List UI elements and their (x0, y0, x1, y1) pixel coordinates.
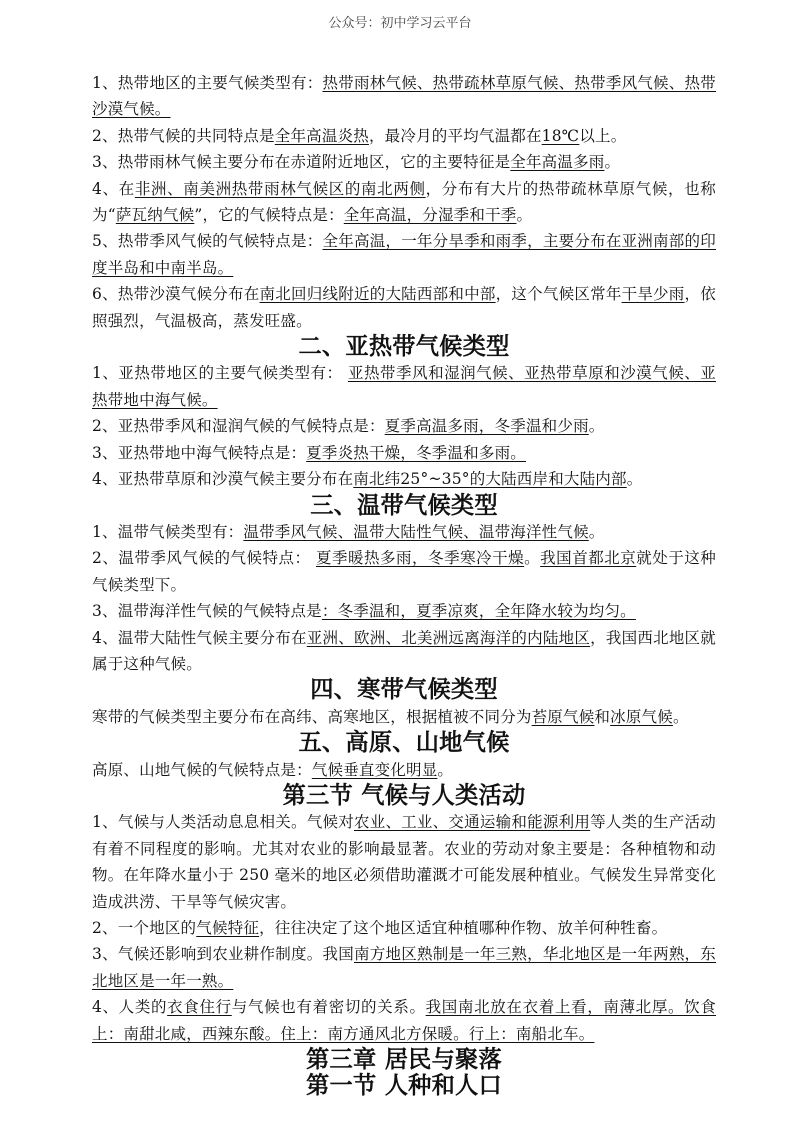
underlined-key-point: 热带雨林气候、热带疏林草原气候、热带季风气候、热带沙漠气候。 (92, 74, 716, 119)
text-segment: 。 (516, 206, 533, 225)
temperate-item-1 (92, 519, 716, 545)
text-segment: 1、热带地区的主要气候类型有： (92, 74, 323, 92)
text-segment: 2、热带气候的共同特点是 (92, 126, 275, 145)
underlined-key-point: 南北纬25°~35°的大陆西岸和大陆内部 (353, 470, 627, 489)
highland-text (92, 757, 716, 783)
text-segment: 1、亚热带地区的主要气候类型有： (92, 364, 349, 383)
text-segment: ”，它的气候特点是： (194, 206, 344, 225)
text-segment: 寒带的气候类型主要分布在高纬、高寒地区，根据植被不同分为 (92, 707, 532, 726)
underlined-key-point: 亚洲、欧洲、北美洲远离海洋的内陆地区 (306, 628, 591, 647)
text-segment: ，往往决定了这个地区适宜种植哪种作物、放羊何种牲畜。 (259, 919, 668, 937)
underlined-key-point: 全年高温，分湿季和干季 (343, 206, 517, 225)
text-segment: 4、人类的 (92, 998, 168, 1017)
text-segment: 就处于这种气候类型下。 (92, 549, 716, 594)
text-segment: 4、亚热带草原和沙漠气候主要分布在 (92, 470, 354, 489)
text-segment: 4、在 (92, 179, 135, 198)
text-segment: 五、高原、山地气候 (298, 729, 510, 757)
underlined-key-point: 气候垂直变化明显 (311, 760, 438, 779)
heading-temperate (92, 493, 716, 519)
text-segment: 高原、山地气候的气候特点是： (92, 760, 312, 779)
underlined-key-point: 农业、工业、交通运输和能源利用 (353, 813, 591, 832)
text-segment: 6、热带沙漠气候分布在 (92, 285, 260, 304)
underlined-key-point: 全年高温多雨 (510, 153, 605, 172)
subtropical-item-3 (92, 440, 716, 466)
underlined-key-point: 我国南北放在衣着上看，南薄北厚。饮食上：南甜北咸，西辣东酸。住上：南方通风北方保暖。行上：南船北车。 (92, 998, 716, 1043)
subtropical-item-4 (92, 466, 716, 492)
text-segment: ，我国西北地区就属于这种气候。 (92, 628, 716, 673)
activity-item-2 (92, 915, 716, 941)
underlined-key-point: 温带季风气候、温带大陆性气候、温带海洋性气候 (243, 522, 589, 541)
text-segment: 第三章 居民与聚落 (306, 1046, 502, 1074)
text-segment: 。 (626, 470, 643, 489)
underlined-key-point: 亚热带季风和湿润气候、亚热带草原和沙漠气候、亚热带地中海气候。 (92, 364, 716, 409)
underlined-key-point: 干旱少雨 (621, 285, 685, 304)
heading-section-1 (92, 1073, 716, 1099)
text-segment: 。 (437, 760, 454, 779)
underlined-key-point: 18℃ (541, 126, 580, 145)
activity-item-1 (92, 809, 716, 915)
text-segment: 1、温带气候类型有： (92, 522, 244, 541)
document-body (92, 70, 716, 1100)
text-segment: 2、温带季风气候的气候特点： (92, 549, 316, 568)
text-segment: 3、亚热带地中海气候特点是： (92, 443, 307, 462)
text-segment: 。 (672, 707, 689, 726)
text-segment: 。 (524, 549, 541, 568)
text-segment: 。 (588, 522, 605, 541)
underlined-key-point: 全年高温炎热 (274, 126, 369, 145)
underlined-key-point: 苔原气候 (531, 707, 595, 726)
text-segment: 。 (604, 153, 621, 172)
temperate-item-3 (92, 598, 716, 624)
underlined-key-point: 全年高温，一年分旱季和雨季，主要分布在亚洲南部的印度半岛和中南半岛。 (92, 232, 716, 277)
tropical-item-6 (92, 281, 716, 334)
underlined-key-point: 南北回归线附近的大陆西部和中部 (259, 285, 496, 304)
heading-section-3 (92, 783, 716, 809)
heading-frigid (92, 677, 716, 703)
underlined-key-point: 萨瓦纳气候 (115, 206, 195, 225)
frigid-text (92, 704, 716, 730)
underlined-key-point: 衣食住行 (167, 998, 232, 1017)
heading-chapter-3 (92, 1047, 716, 1073)
heading-highland (92, 730, 716, 756)
text-segment: 四、寒带气候类型 (310, 676, 498, 704)
underlined-key-point: 夏季高温多雨，冬季温和少雨 (384, 417, 589, 436)
subtropical-item-2 (92, 413, 716, 439)
text-segment: ，依照强烈，气温极高，蒸发旺盛。 (92, 285, 716, 330)
text-segment: 。 (588, 417, 605, 436)
activity-item-4 (92, 994, 716, 1047)
underlined-key-point: 夏季炎热干燥，冬季温和多雨。 (306, 443, 526, 462)
text-segment: 以上。 (579, 126, 627, 145)
text-segment: 3、热带雨林气候主要分布在赤道附近地区，它的主要特征是 (92, 153, 511, 172)
text-segment: 2、一个地区的 (92, 919, 197, 937)
text-segment: 三、温带气候类型 (310, 491, 498, 519)
subtropical-item-1 (92, 360, 716, 413)
text-segment: ，分布有大片的热带疏林草原气候，也称为“ (92, 179, 717, 225)
text-segment: 4、温带大陆性气候主要分布在 (92, 628, 307, 647)
text-segment: 第三节 气候与人类活动 (282, 781, 526, 809)
text-segment: 和 (594, 707, 611, 726)
underlined-key-point: 我国首都北京 (540, 549, 637, 568)
text-segment: ，这个气候区常年 (495, 285, 622, 304)
underlined-key-point: 夏季暖热多雨，冬季寒冷干燥 (315, 549, 525, 568)
temperate-item-4 (92, 625, 716, 678)
text-segment: 二、亚热带气候类型 (298, 333, 510, 361)
underlined-key-point: 非洲、南美洲热带雨林气候区的南北两侧 (134, 179, 426, 198)
text-segment: 3、气候还影响到农业耕作制度。我国 (92, 945, 354, 964)
page-header: 公众号：初中学习云平台 (328, 16, 472, 31)
temperate-item-2 (92, 545, 716, 598)
text-segment: 5、热带季风气候的气候特点是： (92, 232, 323, 251)
tropical-item-5 (92, 228, 716, 281)
tropical-item-1 (92, 70, 716, 123)
underlined-key-point: 南方地区熟制是一年三熟，华北地区是一年两熟，东北地区是一年一熟。 (92, 945, 717, 990)
text-segment: 与气候也有着密切的关系。 (231, 998, 426, 1017)
text-segment: 1、气候与人类活动息息相关。气候对 (92, 813, 354, 832)
text-segment: 第一节 人种和人口 (306, 1072, 502, 1100)
underlined-key-point: 冰原气候 (610, 707, 673, 726)
text-segment: 2、亚热带季风和湿润气候的气候特点是： (92, 417, 385, 436)
text-segment: 等人类的生产活动有着不同程度的影响。尤其对农业的影响最显著。农业的劳动对象主要是：各种植物和动物。在年降水量小于 250 毫米的地区必须借助灌溉才可能发展种植业。气候发生异常变化造成洪涝、干旱等气候灾害。 (92, 813, 716, 911)
activity-item-3 (92, 941, 716, 994)
underlined-key-point: 气候特征 (196, 919, 260, 937)
underlined-key-point: ：冬季温和，夏季凉爽，全年降水较为均匀。 (321, 602, 636, 621)
tropical-item-3 (92, 149, 716, 175)
tropical-item-2 (92, 123, 716, 149)
text-segment: ，最冷月的平均气温都在 (368, 126, 542, 145)
text-segment: 3、温带海洋性气候的气候特点是 (92, 602, 322, 621)
heading-subtropical (92, 334, 716, 360)
tropical-item-4 (92, 176, 716, 229)
